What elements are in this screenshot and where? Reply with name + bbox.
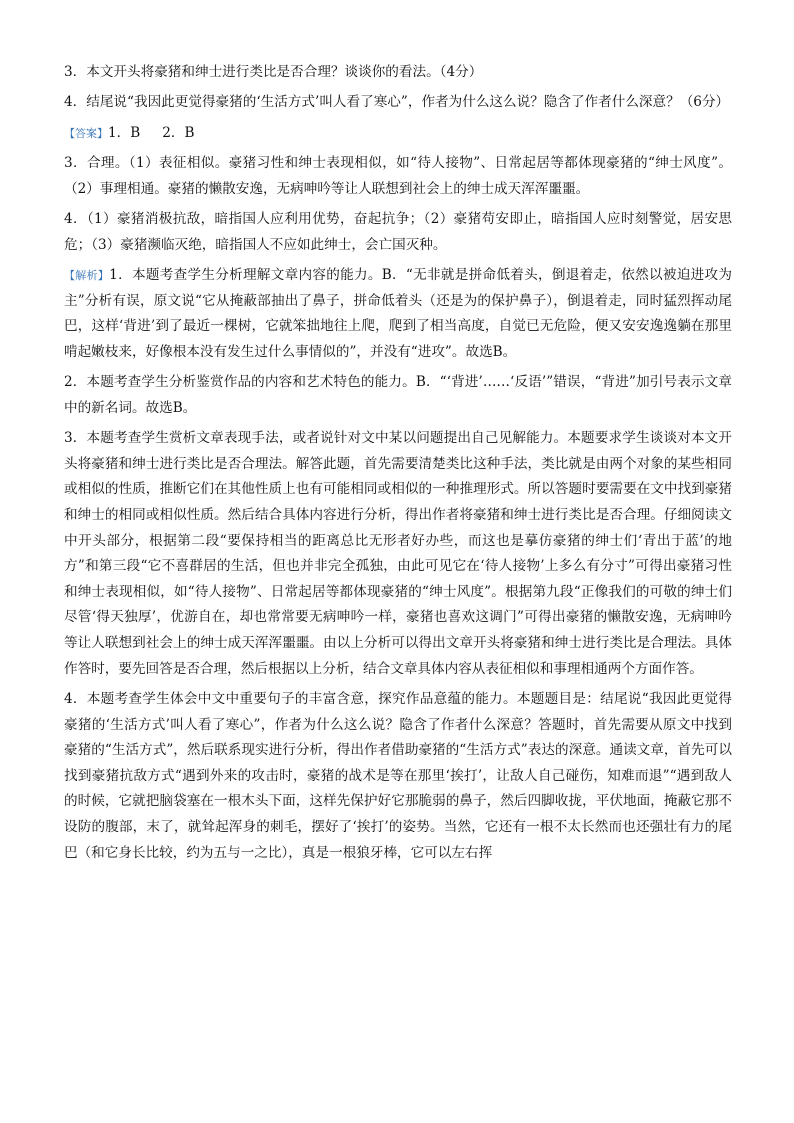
analysis-1-text: 1．本题考查学生分析理解文章内容的能力。B．“无非就是拼命低着头，倒退着走，依然以被迫进攻为主”分析有误，原文说“它从掩蔽部抽出了鼻子，拼命低着头（还是为的保护鼻子），倒退着走，同时猛烈挥动尾巴，这样‘背进’到了最近一棵树，它就笨拙地往上爬，爬到了相当高度，自觉已无危险，便又安安逸逸躺在那里啃起嫩枝来，好像根本没有发生过什么事情似的”，并没有“进攻”。故选B。	[64, 267, 732, 360]
answer-tag: 【答案】	[64, 126, 108, 140]
answer-3: 3．合理。（1）表征相似。豪猪习性和绅士表现相似，如“待人接物”、日常起居等都体现豪猪的“绅士风度”。（2）事理相通。豪猪的懒散安逸，无病呻吟等让人联想到社会上的绅士成天浑浑噩噩。	[64, 155, 732, 197]
answer-4: 4．（1）豪猪消极抗敌，暗指国人应利用优势，奋起抗争；（2）豪猪苟安即止，暗指国人应时刻警觉，居安思危；（3）豪猪濒临灭绝，暗指国人不应如此绅士，会亡国灭种。	[64, 211, 732, 253]
analysis-3: 3．本题考查学生赏析文章表现手法，或者说针对文中某以问题提出自己见解能力。本题要求学生谈谈对本文开头将豪猪和绅士进行类比是否合理法。解答此题，首先需要清楚类比这种手法，类比就是由两个对象的某些相同或相似的性质，推断它们在其他性质上也有可能相同或相似的一种推理形式。所以答题时要需要在文中找到豪猪和绅士的相同或相似性质。然后结合具体内容进行分析，得出作者将豪猪和绅士进行类比是否合理。仔细阅读文中开头部分，根据第二段“要保持相当的距离总比无形者好办些，而这也是摹仿豪猪的绅士们‘青出于蓝’的地方”和第三段“它不喜群居的生活，但也并非完全孤独，由此可见它在‘待人接物’上多么有分寸”可得出豪猪习性和绅士表现相似，如“待人接物”、日常起居等都体现豪猪的“绅士风度”。根据第九段“正像我们的可敬的绅士们尽管‘得天独厚’，优游自在，却也常常要无病呻吟一样，豪猪也喜欢这调门”可得出豪猪的懒散安逸，无病呻吟等让人联想到社会上的绅士成天浑浑噩噩。由以上分析可以得出文章开头将豪猪和绅士进行类比是合理法。具体作答时，要先回答是否合理，然后根据以上分析，结合文章具体内容从表征相似和事理相通两个方面作答。	[64, 430, 732, 677]
document-page	[64, 60, 732, 871]
question-4: 4．结尾说“我因此更觉得豪猪的‘生活方式’叫人看了寒心”，作者为什么这么说？隐含了作者什么深意？（6分）	[64, 94, 730, 111]
answer-summary	[64, 121, 732, 147]
analysis-tag: 【解析】	[64, 269, 110, 283]
analysis-1	[64, 263, 732, 365]
analysis-2: 2．本题考查学生分析鉴赏作品的内容和艺术特色的能力。B．“‘背进’……‘反语’”错误，“背进”加引号表示文章中的新名词。故选B。	[64, 374, 732, 416]
answer-1: 1．B	[108, 124, 141, 141]
answer-2: 2．B	[162, 124, 195, 141]
analysis-4: 4．本题考查学生体会中文中重要句子的丰富含意，探究作品意蕴的能力。本题题目是：结尾说“我因此更觉得豪猪的‘生活方式’叫人看了寒心”，作者为什么这么说？隐含了作者什么深意？答题时，首先需要从原文中找到豪猪的“生活方式”，然后联系现实进行分析，得出作者借助豪猪的“生活方式”表达的深意。通读文章，首先可以找到豪猪抗敌方式“遇到外来的攻击时，豪猪的战术是等在那里‘挨打’，让敌人自己碰伤，知难而退”“遇到敌人的时候，它就把脑袋塞在一根木头下面，这样先保护好它那脆弱的鼻子，然后四脚收拢，平伏地面，掩蔽它那不设防的腹部，末了，就耸起浑身的刺毛，摆好了‘挨打’的姿势。当然，它还有一根不太长然而也还强壮有力的尾巴（和它身长比较，约为五与一之比），真是一根狼牙棒，它可以左右挥	[64, 691, 732, 861]
question-3: 3．本文开头将豪猪和绅士进行类比是否合理？谈谈你的看法。（4分）	[64, 64, 483, 80]
